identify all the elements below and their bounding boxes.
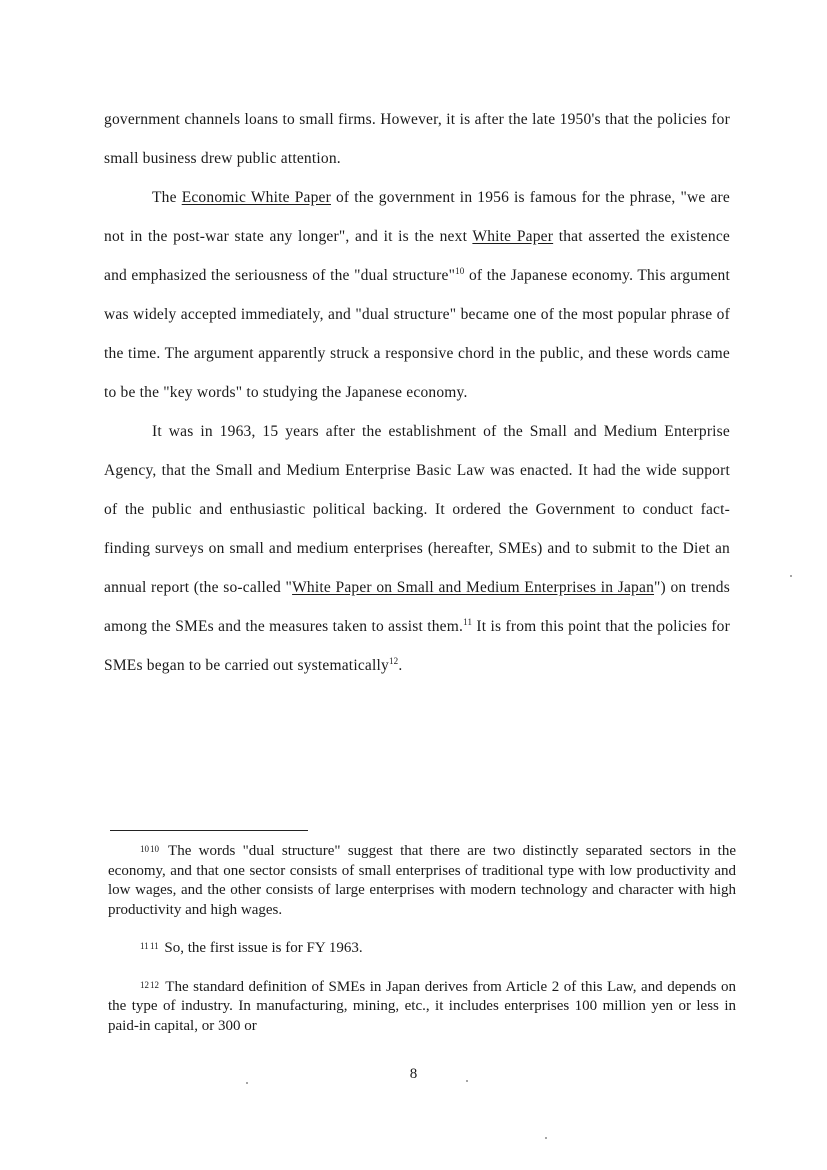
scan-speck <box>790 575 792 577</box>
footnote-number: 10 <box>140 844 149 854</box>
paragraph-3 <box>104 412 730 685</box>
paragraph-1 <box>104 100 730 178</box>
scan-speck <box>545 1137 547 1139</box>
page-number: 8 <box>409 1066 418 1082</box>
footnote-separator <box>110 830 308 831</box>
scan-speck <box>246 1082 248 1084</box>
footnote-ref-11: 11 <box>463 617 473 627</box>
economic-white-paper-title: Economic White Paper <box>181 189 331 206</box>
white-paper-title: White Paper <box>472 228 554 245</box>
footnote-10 <box>108 840 736 920</box>
paragraph-2 <box>104 178 730 412</box>
sme-white-paper-title: White Paper on Small and Medium Enterprises in Japan <box>292 579 655 596</box>
scan-speck <box>466 1080 468 1082</box>
footnote-ref-10: 10 <box>455 266 465 276</box>
paragraph-3-text-c: It is from this point that the policies for SMEs began to be carried out systematically <box>104 618 730 674</box>
paragraph-2-text-d: of the Japanese economy. This argument was widely accepted immediately, and "dual structure" became one of the most popular phrase of the time. The argument apparently struck a responsive chord in the public, and these words came to be the "key words" to studying the Japanese economy. <box>104 267 730 401</box>
footnote-12 <box>108 976 736 1037</box>
footnotes <box>108 840 736 1053</box>
footnote-lead-number: 11 <box>150 941 159 951</box>
footnote-lead-number: 10 <box>150 844 159 854</box>
paragraph-2-text-c: that asserted the existence and emphasized the seriousness of the "dual structure" <box>104 228 730 284</box>
footnote-11 <box>108 937 736 959</box>
footnote-text: The standard definition of SMEs in Japan derives from Article 2 of this Law, and depends on the type of industry. In manufacturing, mining, etc., it includes enterprises 100 million yen or less in paid-in capital, or 300 or <box>108 978 736 1034</box>
paragraph-3-text-d: . <box>398 657 403 674</box>
paragraph-1-text: government channels loans to small firms. However, it is after the late 1950's that the policies for small business drew public attention. <box>104 111 730 167</box>
paragraph-3-text-b: ") on trends among the SMEs and the measures taken to assist them. <box>104 579 730 635</box>
footnote-text: So, the first issue is for FY 1963. <box>160 940 363 956</box>
main-text <box>104 100 730 685</box>
paragraph-2-text-a: The <box>152 189 182 206</box>
footnote-lead-number: 12 <box>150 979 159 990</box>
paragraph-2-text-b: of the government in 1956 is famous for the phrase, "we are not in the post-war state any longer", and it is the next <box>104 189 730 245</box>
footnote-number: 11 <box>140 941 149 951</box>
footnote-text: The words "dual structure" suggest that there are two distinctly separated sectors in the economy, and that one sector consists of small enterprises of traditional type with low productivity and low wages, and the other consists of large enterprises with modern technology and character with high productivity and high wages. <box>108 843 736 918</box>
footnote-number: 12 <box>140 979 149 990</box>
footnote-ref-12: 12 <box>388 656 399 666</box>
paragraph-3-text-a: It was in 1963, 15 years after the establishment of the Small and Medium Enterprise Agency, that the Small and Medium Enterprise Basic Law was enacted. It had the wide support of the public and enthusiastic political backing. It ordered the Government to conduct fact-finding surveys on small and medium enterprises (hereafter, SMEs) and to submit to the Diet an annual report (the so-called " <box>104 423 730 596</box>
